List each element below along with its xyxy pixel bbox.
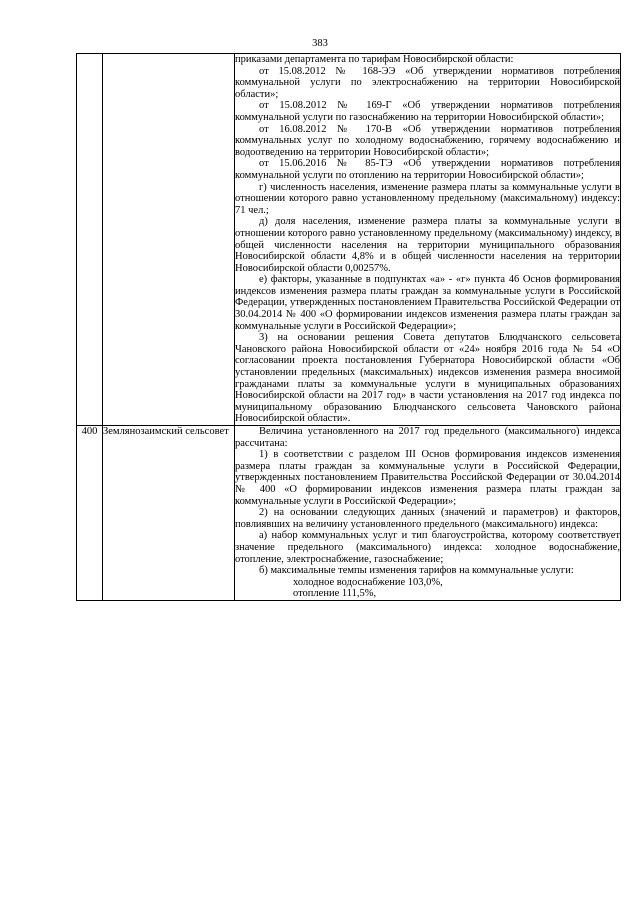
municipality-cell <box>103 54 235 426</box>
paragraph: е) факторы, указанные в подпунктах «а» - «г» пункта 46 Основ формирования индексов изменения размера платы граждан за коммунальные услуги в Российской Федерации, утвержденных постановлением Правительства Российской Федерации от 30.04.2014 № 400 «О формировании индексов изменения размера платы граждан за коммунальные услуги в Российской Федерации»; <box>235 274 620 332</box>
row-number-cell <box>77 54 103 426</box>
paragraph: холодное водоснабжение 103,0%, <box>293 576 443 588</box>
table-row <box>77 426 621 601</box>
paragraph: б) максимальные темпы изменения тарифов на коммунальные услуги: <box>259 565 574 577</box>
paragraph: от 15.06.2016 № 85-ТЭ «Об утверждении нормативов потребления коммунальной услуги по отоплению на территории Новосибирской области»; <box>235 158 620 181</box>
paragraph: отопление 111,5%, <box>293 588 377 600</box>
paragraph: 3) на основании решения Совета депутатов Блюдчанского сельсовета Чановского района Новосибирской области от «24» ноября 2016 года № 54 «О согласовании проекта постановления Губернатора Новосибирской области «Об установлении предельных (максимальных) индексов изменения размера вносимой гражданами платы за коммунальные услуги в муниципальных образованиях Новосибирской области на 2017 год» в части установления на 2017 год индекса по муниципальному образованию Блюдчанского сельсовета Чановского района Новосибирской области». <box>235 332 620 425</box>
paragraph: 2) на основании следующих данных (значений и параметров) и факторов, повлиявших на величину установленного предельного (максимального) индекса: <box>235 507 620 530</box>
paragraph: от 15.08.2012 № 169-Г «Об утверждении нормативов потребления коммунальной услуги по газоснабжению на территории Новосибирской области»; <box>235 100 620 123</box>
paragraph: от 15.08.2012 № 168-ЭЭ «Об утверждении нормативов потребления коммунальной услуги по электроснабжению на территории Новосибирской области»; <box>235 65 620 100</box>
justification-cell <box>235 54 621 426</box>
justification-cell <box>235 426 621 601</box>
row-number-cell: 400 <box>77 426 103 601</box>
paragraph: д) доля населения, изменение размера платы за коммунальные услуги в отношении которого равно установленному предельному (максимальному) индексу, в общей численности населения на территории муниципального образования Новосибирской области 4,8% и в общей численности населения на территории Новосибирской области 0,00257%. <box>235 216 620 274</box>
paragraph: а) набор коммунальных услуг и тип благоустройства, которому соответствует значение предельного (максимального) индекса: холодное водоснабжение, отопление, электроснабжение, газоснабжение; <box>235 530 620 565</box>
paragraph: Величина установленного на 2017 год предельного (максимального) индекса рассчитана: <box>235 426 620 449</box>
tariff-index-table <box>76 53 621 601</box>
page-number: 383 <box>312 38 328 49</box>
municipality-cell: Землянозаимский сельсовет <box>103 426 235 601</box>
paragraph: г) численность населения, изменение размера платы за коммунальные услуги в отношении которого равно установленному предельному (максимальному) индексу: 71 чел.; <box>235 181 620 216</box>
table-row <box>77 54 621 426</box>
paragraph: от 16.08.2012 № 170-В «Об утверждении нормативов потребления коммунальных услуг по холодному водоснабжению, горячему водоснабжению и водоотведению на территории Новосибирской области»; <box>235 123 620 158</box>
paragraph: 1) в соответствии с разделом III Основ формирования индексов изменения размера платы граждан за коммунальные услуги в Российской Федерации, утвержденных постановлением Правительства Российской Федерации от 30.04.2014 № 400 «О формировании индексов изменения размера платы граждан за коммунальные услуги в Российской Федерации»; <box>235 449 620 507</box>
paragraph: приказами департамента по тарифам Новосибирской области: <box>235 54 514 65</box>
